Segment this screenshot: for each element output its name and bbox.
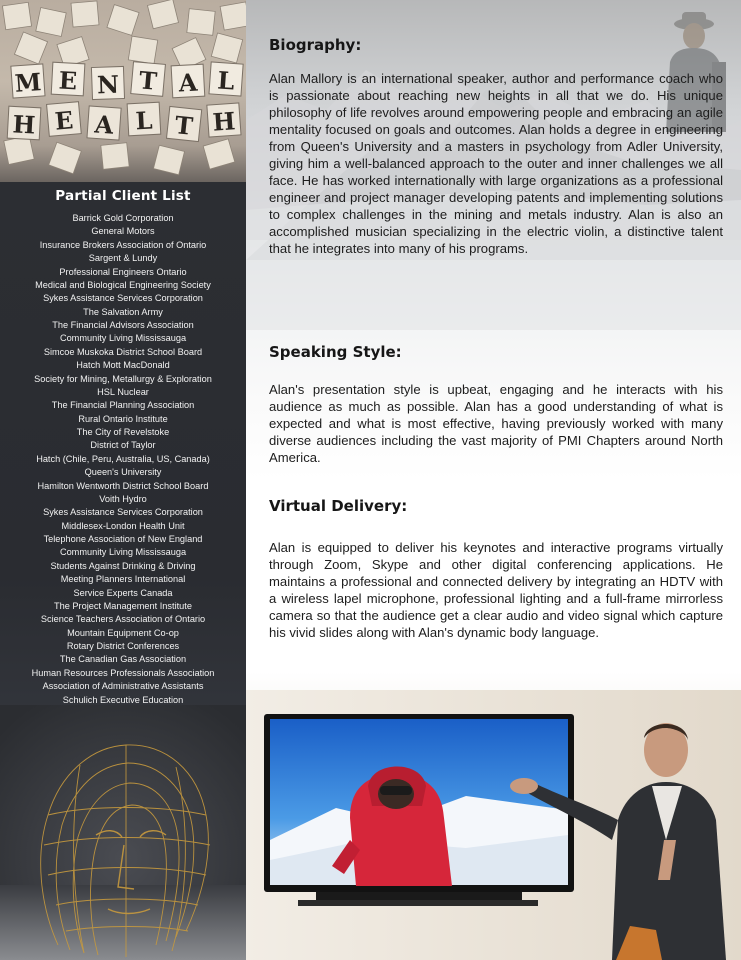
- client-list-item: Insurance Brokers Association of Ontario: [39, 239, 207, 250]
- biography-body: Alan Mallory is an international speaker, author and performance coach who is passionate about reaching new heights in all that we do. His unique philosophy of life revolves around empowering people and embracing an agile mentality focused on goals and outcomes. Alan holds a degree in engineering from Queen's University and a masters in psychology from Adler University, giving him a well-balanced approach to the outer and inner challenges we all face. He has worked internationally with large organizations as a professional engineer and project manager developing patents and implementing solutions to complex challenges in the mining and metals industry. Alan is also an accomplished musician specializing in the electric violin, a distinctive talent that he integrates into many of his programs.: [269, 71, 723, 257]
- client-list-item: Association of Administrative Assistants: [42, 681, 204, 692]
- client-list-item: Telephone Association of New England: [43, 534, 203, 544]
- speaker-with-tv-photo: [246, 690, 741, 960]
- client-list-item: Professional Engineers Ontario: [59, 266, 187, 277]
- client-list-item: Medical and Biological Engineering Society: [35, 279, 211, 290]
- tile-letter-a: A: [177, 67, 199, 98]
- sidebar: [0, 0, 246, 960]
- virtual-delivery-body: Alan is equipped to deliver his keynotes and interactive programs virtually through Zoom, Skype and other digital conferencing applications. He maintains a professional and connected delivery by integrating an HDTV with a wireless lapel microphone, professional lighting and a full-frame mirrorless camera so that the audience get a clear audio and video signal which capture his vivid slides along with Alan's dynamic body language.: [269, 540, 723, 641]
- tile-letter-h: H: [11, 109, 37, 140]
- client-list-item: The Financial Advisors Association: [52, 320, 194, 330]
- client-list-item: District of Taylor: [90, 440, 156, 451]
- client-list-item: Hatch Mott MacDonald: [76, 360, 170, 371]
- tile-letter-l2: L: [134, 105, 154, 136]
- client-list-item: Voith Hydro: [99, 493, 147, 504]
- client-list-item: Community Living Mississauga: [59, 333, 187, 344]
- client-list-item: Rotary District Conferences: [66, 641, 180, 651]
- client-list-item: The City of Revelstoke: [76, 427, 170, 437]
- client-list-item: The Salvation Army: [83, 306, 163, 317]
- client-list-item: Sargent & Lundy: [88, 253, 158, 264]
- mental-health-tiles-image: [0, 0, 246, 182]
- tile-letter-t: T: [137, 65, 159, 96]
- client-list-item: Service Experts Canada: [73, 587, 173, 598]
- client-list-item: Mountain Equipment Co-op: [67, 627, 179, 638]
- tile-letter-l: L: [216, 65, 236, 96]
- client-list-item: General Motors: [91, 226, 155, 237]
- biography-heading: Biography:: [269, 36, 362, 54]
- client-list-item: Barrick Gold Corporation: [72, 213, 174, 223]
- client-list-item: Hatch (Chile, Peru, Australia, US, Canada): [36, 453, 210, 464]
- client-list-item: Society for Mining, Metallurgy & Exploration: [34, 373, 212, 384]
- client-list-item: Schulich Executive Education: [62, 694, 184, 705]
- tile-letter-a2: A: [93, 109, 115, 140]
- speaking-style-heading: Speaking Style:: [269, 343, 402, 361]
- client-list-item: Hamilton Wentworth District School Board: [37, 480, 209, 491]
- client-list-item: Sykes Assistance Services Corporation: [43, 507, 203, 518]
- client-list-title: Partial Client List: [55, 188, 191, 204]
- tile-letter-e: E: [58, 65, 78, 96]
- client-list-item: Human Resources Professionals Association: [31, 667, 215, 678]
- client-list-item: Meeting Planners International: [60, 574, 186, 585]
- tile-letter-t2: T: [173, 110, 195, 141]
- tile-letter-m: M: [13, 67, 43, 98]
- virtual-delivery-heading: Virtual Delivery:: [269, 497, 408, 515]
- client-list-item: The Project Management Institute: [54, 600, 192, 611]
- client-list-item: Simcoe Muskoka District School Board: [43, 346, 203, 357]
- client-list: [0, 212, 246, 707]
- tile-letter-n: N: [96, 69, 120, 100]
- wireframe-head-image: [0, 705, 246, 960]
- client-list-item: HSL Nuclear: [97, 386, 149, 397]
- tile-letter-e2: E: [53, 105, 75, 136]
- client-list-item: The Financial Planning Association: [51, 400, 195, 411]
- client-list-item: Students Against Drinking & Driving: [50, 560, 196, 571]
- client-list-item: Middlesex-London Health Unit: [61, 520, 185, 531]
- client-list-item: The Canadian Gas Association: [59, 654, 187, 665]
- tile-letter-h2: H: [211, 106, 237, 137]
- client-list-item: Sykes Assistance Services Corporation: [43, 293, 203, 304]
- client-list-item: Queen's University: [84, 467, 162, 478]
- client-list-item: Science Teachers Association of Ontario: [40, 614, 206, 625]
- client-list-item: Rural Ontario Institute: [78, 413, 168, 424]
- client-list-item: Community Living Mississauga: [59, 547, 187, 558]
- speaking-style-body: Alan's presentation style is upbeat, engaging and he interacts with his audience as much as possible. Alan has a good understanding of what is expected and what is most effective, having previously worked with many diverse audiences including the vast majority of PMI Chapters around North America.: [269, 382, 723, 466]
